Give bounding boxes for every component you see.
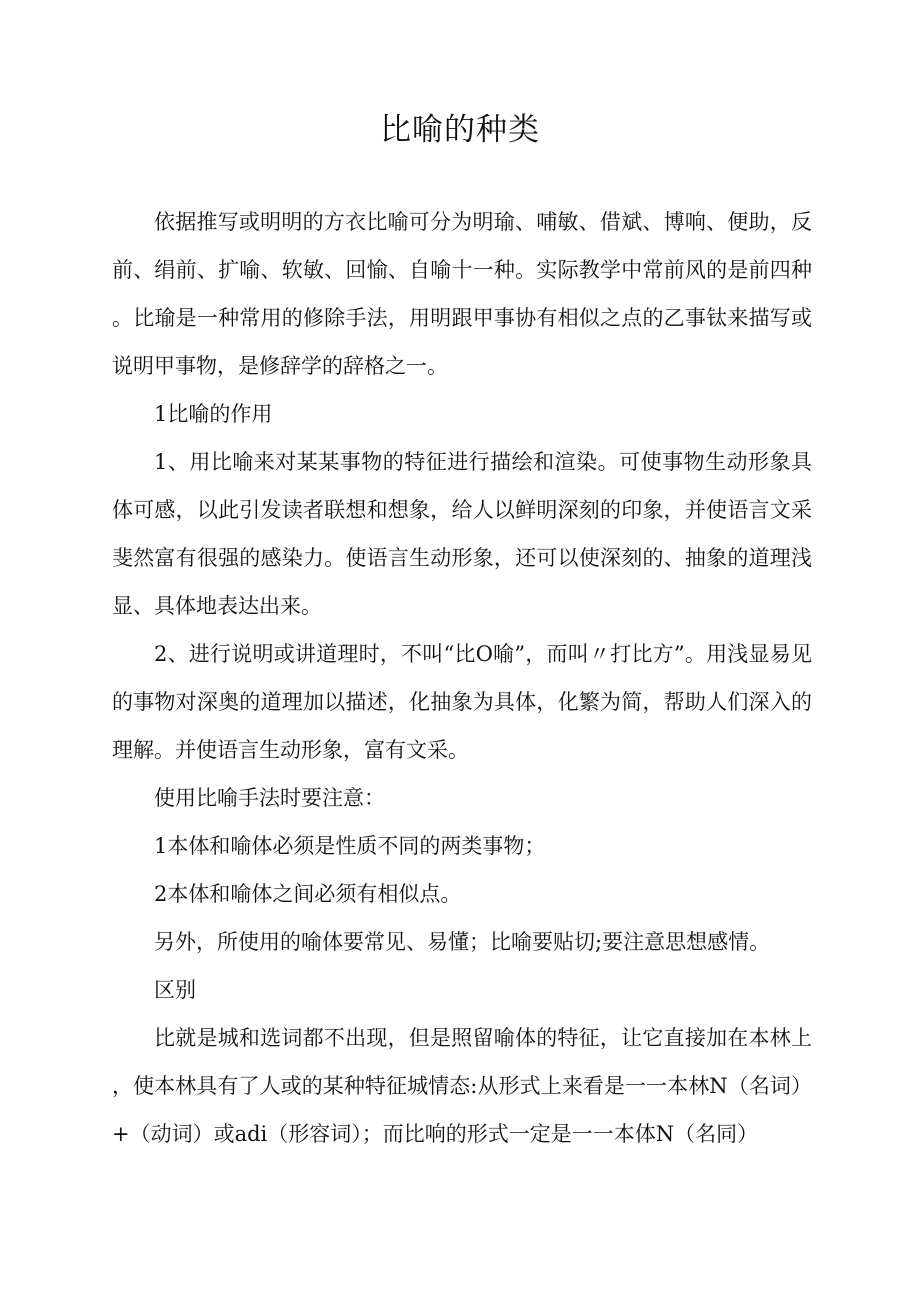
usage-note-1: 1本体和喻体必须是性质不同的两类事物； [154, 834, 546, 858]
usage-notes-heading: 使用比喻手法时要注意： [154, 786, 385, 810]
additional-note: 另外，所使用的喻体要常见、易懂；比喻要贴切;要注意思想感情。 [154, 930, 771, 954]
document-body [112, 198, 812, 1158]
intro-paragraph: 依据推写或明明的方衣比喻可分为明瑜、哺敏、借斌、博响、便助，反前、绢前、扩喻、软敏、回愉、自喻十一种。实际教学中常前风的是前四种。比瑜是一种常用的修除手法，用明跟甲事协有相似之点的乙事钛来描写或说明甲事物，是修辞学的辞格之一。 [112, 210, 812, 378]
section-heading-function: 1比喻的作用 [154, 402, 273, 426]
usage-note-2: 2本体和喻体之间必须有相似点。 [154, 882, 462, 906]
function-point-1: 1、用比喻来对某某事物的特征进行描绘和渲染。可使事物生动形象具体可感，以此引发读者联想和想象，给人以鲜明深刻的印象，并使语言文采斐然富有很强的感染力。使语言生动形象，还可以使深刻的、抽象的道理浅显、具体地表达出来。 [112, 450, 812, 618]
section-heading-difference: 区别 [154, 978, 196, 1002]
function-point-2: 2、进行说明或讲道理时，不叫“比O喻”，而叫〃打比方”。用浅显易见的事物对深奥的道理加以描述，化抽象为具体，化繁为简，帮助人们深入的理解。并使语言生动形象，富有文采。 [112, 642, 812, 762]
document-title: 比喻的种类 [380, 112, 540, 148]
difference-paragraph: 比就是城和选词都不出现，但是照留喻体的特征，让它直接加在本林上，使本林具有了人或的某种特征城情态:从形式上来看是一一本林N（名词）+（动词）或adi（形容词）；而比响的形式一定是一一本体N（名同） [112, 1026, 812, 1146]
